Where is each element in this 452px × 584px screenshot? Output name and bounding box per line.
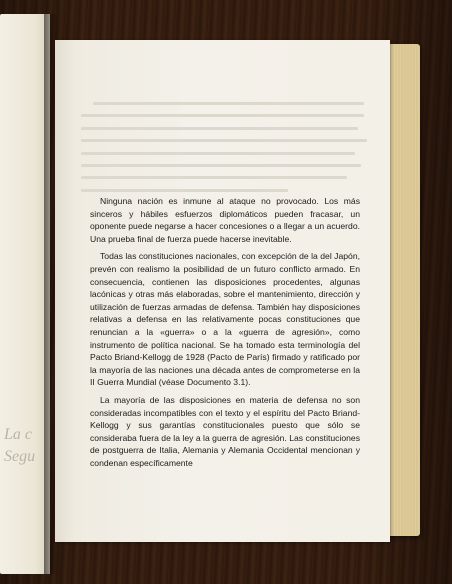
left-page-text-fragment — [4, 424, 48, 484]
show-through-line — [81, 164, 361, 167]
paragraph: La mayoría de las disposiciones en materia de defensa no son consideradas incompatibles con el texto y el espíritu del Pacto Briand-Kellogg y sus garantías constitucionales puesto que sólo se consideraba fuera de la ley a la guerra de agresión. Las constituciones de postguerra de Italia, Alemania y Alemania Occidental mencionan y condenan específicamente — [90, 394, 360, 468]
show-through-line — [81, 152, 355, 155]
left-page — [0, 14, 50, 574]
show-through-line — [81, 127, 358, 130]
paragraph: Ninguna nación es inmune al ataque no provocado. Los más sinceros y hábiles esfuerzos diplomáticos pueden fracasar, un oponente puede negarse a hacer concesiones o a llegar a un acuerdo. Una prueba final de fuerza puede hacerse inevitable. — [90, 196, 360, 244]
show-through-line — [81, 114, 364, 117]
show-through-line — [81, 139, 367, 142]
show-through-line — [81, 176, 347, 179]
left-fragment-line: Segu — [4, 448, 36, 465]
show-through-line — [81, 189, 288, 192]
paragraph: Todas las constituciones nacionales, con excepción de la del Japón, prevén con realismo la posibilidad de un futuro conflicto armado. En consecuencia, contienen las disposiciones procedentes, algunas lacónicas y otras más elaboradas, sobre el mantenimiento, dirección y utilización de fuerzas armadas de defensa. También hay disposiciones relativas a defensa en las relativamente pocas constituciones que renuncian a la «guerra» o a la «guerra de agresión», como instrumento de política nacional. Se ha tomado esta terminología del Pacto Briand-Kellogg de 1928 (Pacto de París) firmado y ratificado por la mayoría de las naciones una década antes de comprometerse en la II Guerra Mundial (véase Documento 3.1). — [90, 251, 360, 388]
left-fragment-line: La c — [4, 426, 32, 443]
right-page — [55, 40, 390, 542]
show-through-line — [93, 102, 364, 105]
show-through-text — [81, 102, 376, 192]
page-body-text — [90, 195, 360, 474]
